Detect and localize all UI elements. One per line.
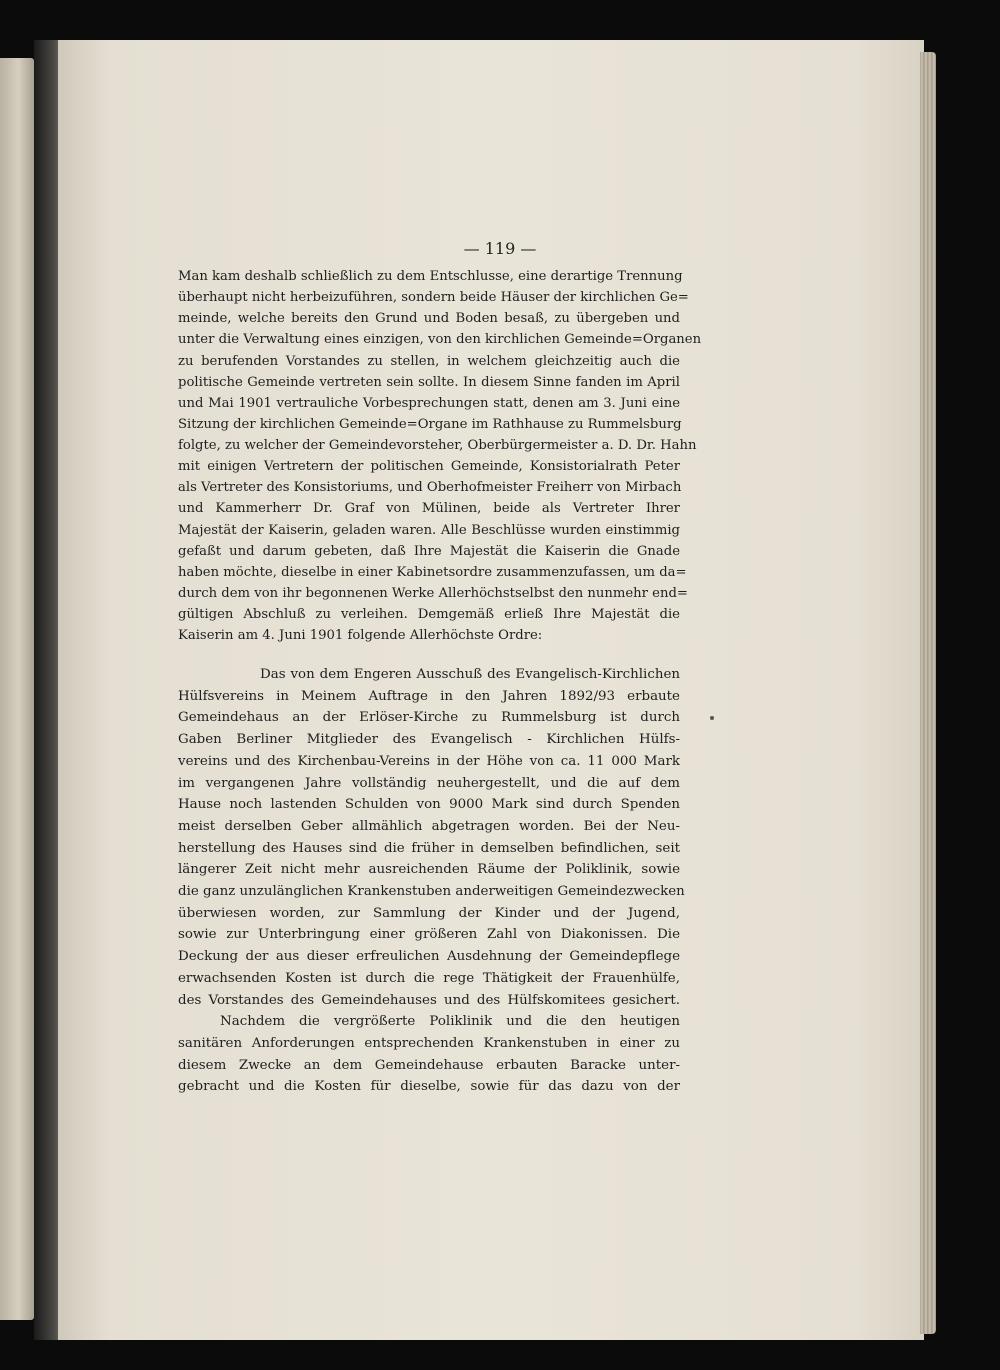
- text-line: sanitären Anforderungen entsprechenden Krankenstuben in einer zu: [178, 1035, 680, 1051]
- margin-mark: [710, 716, 714, 720]
- text-line: mit einigen Vertretern der politischen Gemeinde, Konsistorialrath Peter: [178, 459, 680, 475]
- text-line: Kaiserin am 4. Juni 1901 folgende Allerhöchste Ordre:: [178, 628, 543, 644]
- text-line: folgte, zu welcher der Gemeindevorsteher, Oberbürgermeister a. D. Dr. Hahn: [178, 438, 697, 453]
- text-line: Sitzung der kirchlichen Gemeinde=Organe im Rathhause zu Rummelsburg: [178, 416, 682, 432]
- text-line: herstellung des Hauses sind die früher in demselben befindlichen, seit: [178, 840, 680, 856]
- text-line: überwiesen worden, zur Sammlung der Kinder und der Jugend,: [178, 905, 680, 921]
- text-line: gültigen Abschluß zu verleihen. Demgemäß erließ Ihre Majestät die: [178, 607, 680, 622]
- text-line: diesem Zwecke an dem Gemeindehause erbauten Baracke unter-: [178, 1057, 680, 1073]
- text-line: Man kam deshalb schließlich zu dem Entschlusse, eine derartige Trennung: [178, 269, 683, 284]
- text-line: vereins und des Kirchenbau-Vereins in der Höhe von ca. 11 000 Mark: [178, 753, 680, 769]
- text-line: Deckung der aus dieser erfreulichen Ausdehnung der Gemeindepflege: [178, 949, 680, 965]
- text-line: Das von dem Engeren Ausschuß des Evangelisch-Kirchlichen: [260, 667, 680, 682]
- text-line: Hülfsvereins in Meinem Auftrage in den Jahren 1892/93 erbaute: [178, 688, 680, 704]
- text-line: sowie zur Unterbringung einer größeren Zahl von Diakonissen. Die: [178, 927, 680, 943]
- text-line: längerer Zeit nicht mehr ausreichenden Räume der Poliklinik, sowie: [178, 862, 680, 878]
- text-line: im vergangenen Jahre vollständig neuhergestellt, und die auf dem: [178, 775, 680, 791]
- text-line: und Mai 1901 vertrauliche Vorbesprechungen statt, denen am 3. Juni eine: [178, 395, 680, 411]
- text-line: politische Gemeinde vertreten sein sollte. In diesem Sinne fanden im April: [178, 374, 680, 390]
- paragraph-fraktur: [178, 266, 702, 646]
- text-line: Gaben Berliner Mitglieder des Evangelisch - Kirchlichen Hülfs-: [178, 732, 680, 748]
- text-line: unter die Verwaltung eines einzigen, von den kirchlichen Gemeinde=Organen: [178, 332, 702, 348]
- text-line: überhaupt nicht herbeizuführen, sondern beide Häuser der kirchlichen Ge=: [178, 290, 689, 306]
- text-line: Hause noch lastenden Schulden von 9000 Mark sind durch Spenden: [178, 797, 680, 813]
- page-number: — 119 —: [463, 239, 537, 258]
- text-line: zu berufenden Vorstandes zu stellen, in welchem gleichzeitig auch die: [178, 353, 680, 369]
- text-line: gebracht und die Kosten für dieselbe, sowie für das dazu von der: [178, 1079, 680, 1095]
- text-line: gefaßt und darum gebeten, daß Ihre Majestät die Kaiserin die Gnade: [178, 543, 680, 559]
- text-line: Gemeindehaus an der Erlöser-Kirche zu Rummelsburg ist durch: [178, 710, 680, 726]
- text-line: durch dem von ihr begonnenen Werke Allerhöchstselbst den nunmehr end=: [178, 585, 688, 601]
- text-line: meist derselben Geber allmählich abgetragen worden. Bei der Neu-: [178, 818, 680, 834]
- text-line: des Vorstandes des Gemeindehauses und des Hülfskomitees gesichert.: [178, 992, 680, 1008]
- text-line: als Vertreter des Konsistoriums, und Oberhofmeister Freiherr von Mirbach: [178, 480, 682, 496]
- paragraph-quoted-ordre: [178, 664, 685, 1098]
- text-line: haben möchte, dieselbe in einer Kabinetsordre zusammenzufassen, um da=: [178, 564, 687, 580]
- text-line: Nachdem die vergrößerte Poliklinik und die den heutigen: [220, 1014, 680, 1030]
- text-line: die ganz unzulänglichen Krankenstuben anderweitigen Gemeindezwecken: [178, 884, 685, 900]
- text-line: und Kammerherr Dr. Graf von Mülinen, beide als Vertreter Ihrer: [178, 501, 680, 517]
- text-line: erwachsenden Kosten ist durch die rege Thätigkeit der Frauenhülfe,: [178, 970, 680, 986]
- text-line: Majestät der Kaiserin, geladen waren. Alle Beschlüsse wurden einstimmig: [178, 522, 680, 538]
- text-line: meinde, welche bereits den Grund und Boden besaß, zu übergeben und: [178, 311, 680, 327]
